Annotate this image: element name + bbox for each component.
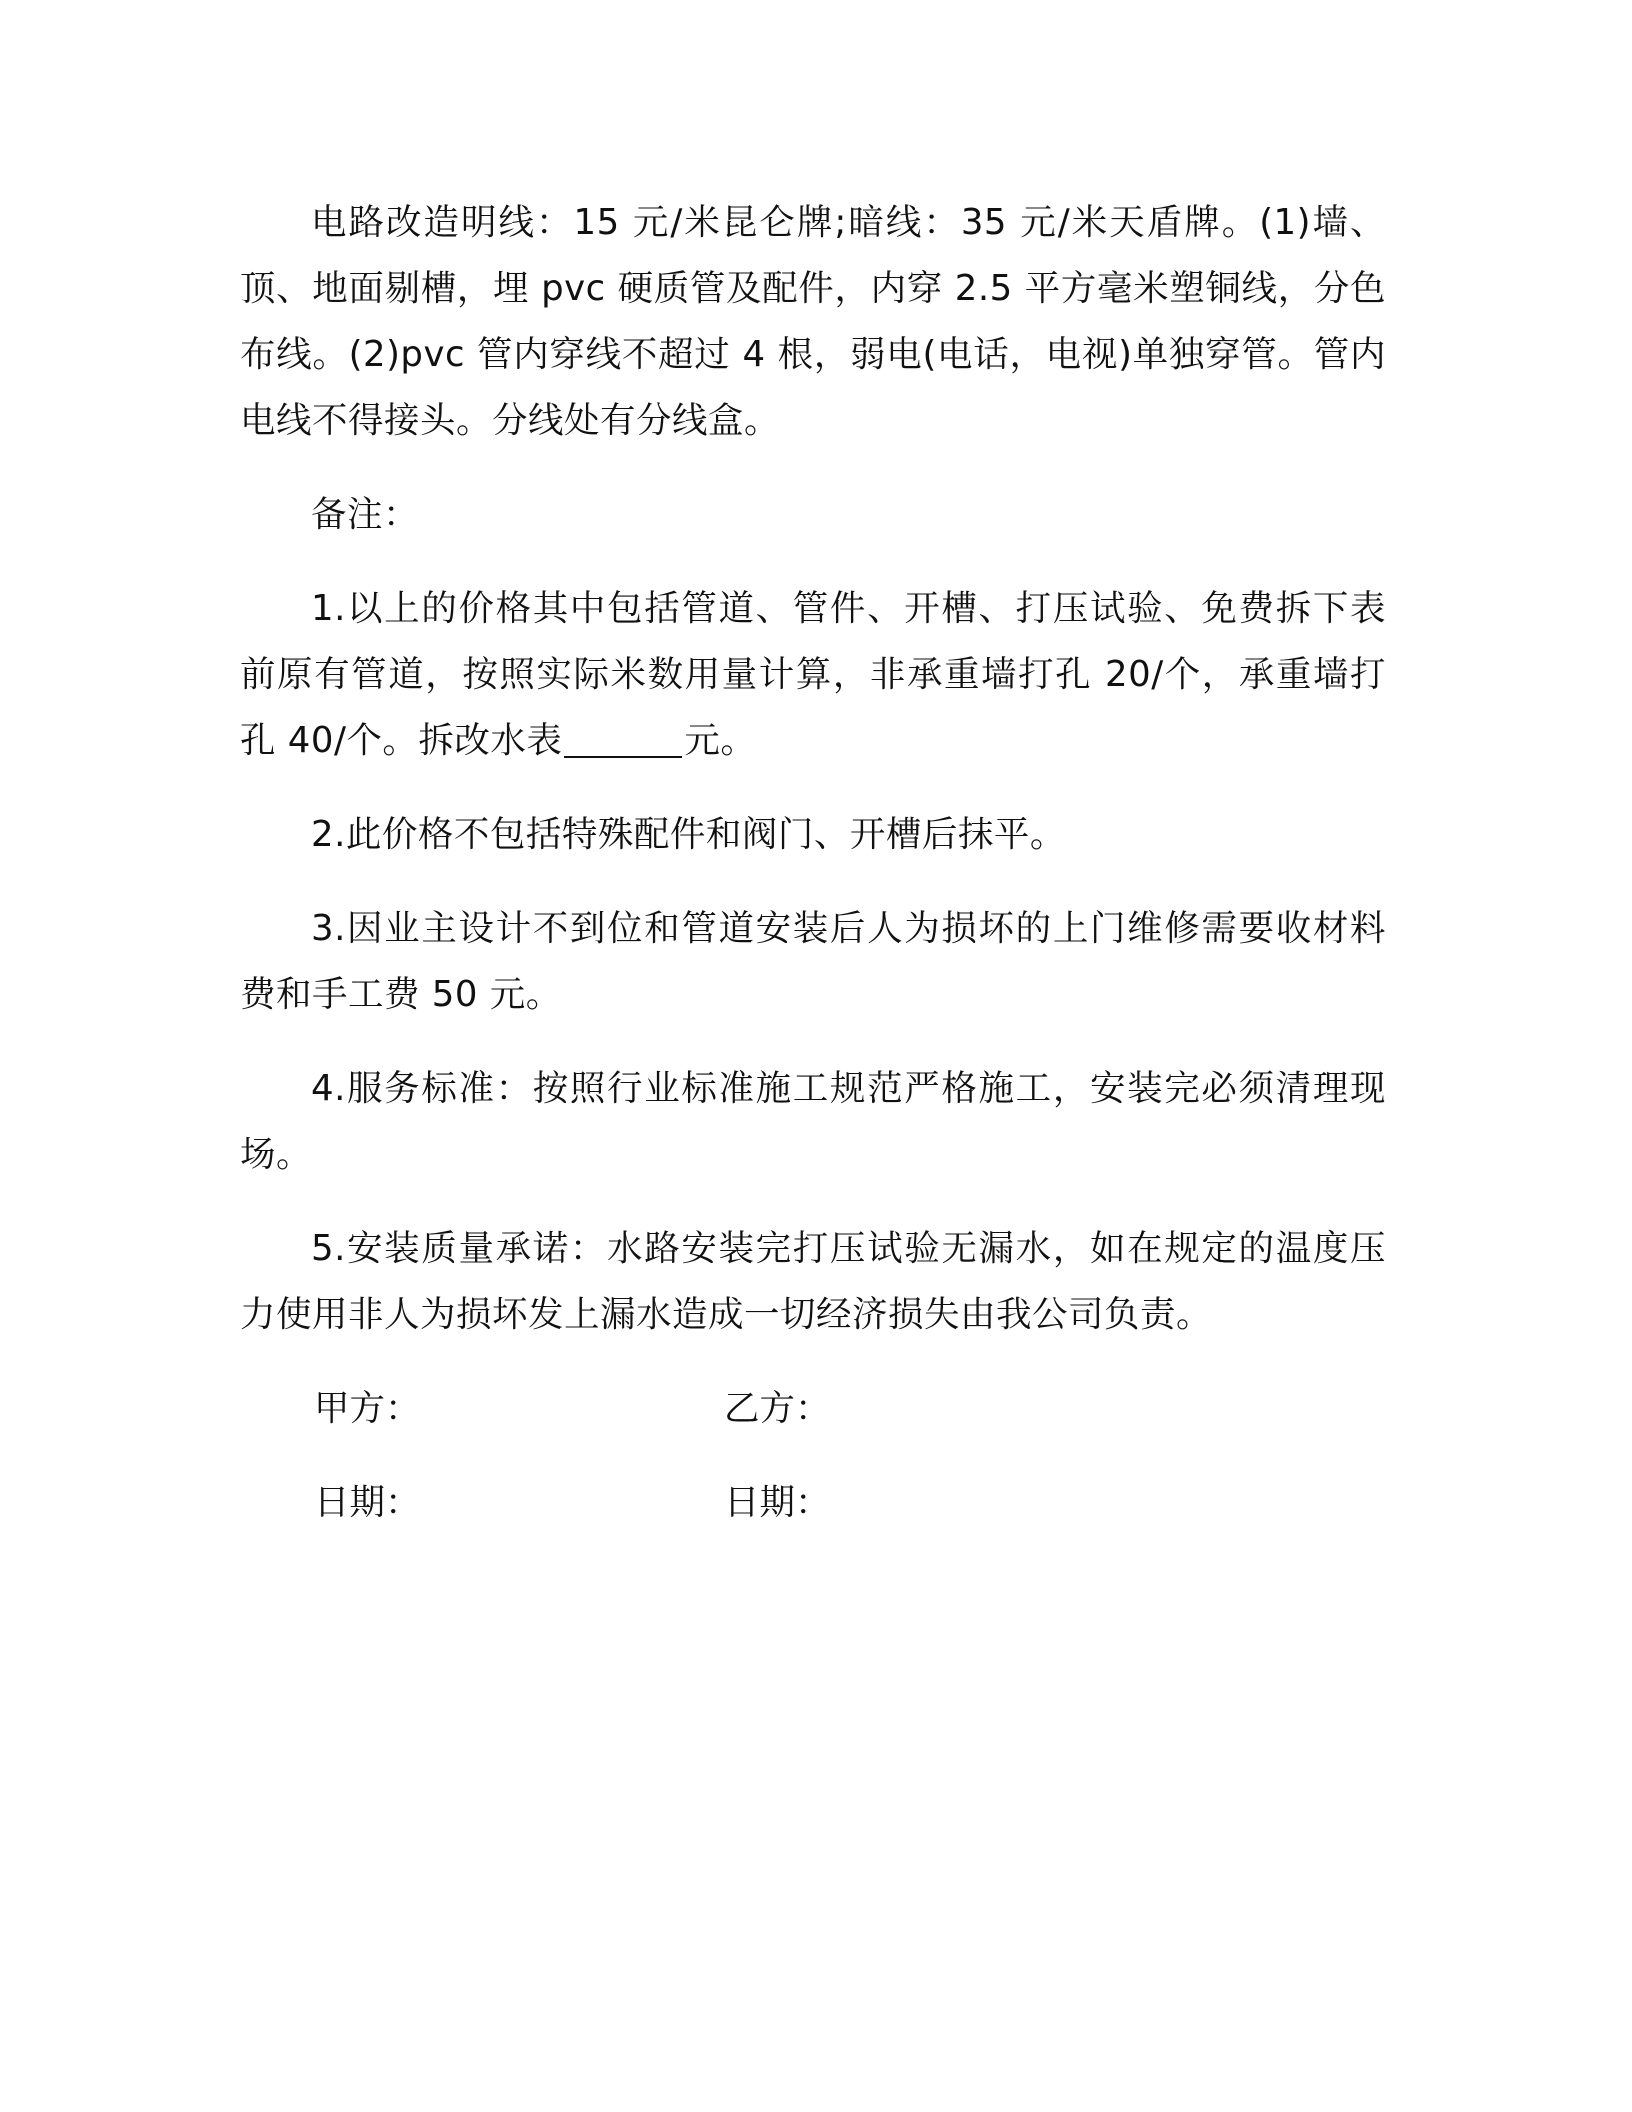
note-3: 3.因业主设计不到位和管道安装后人为损坏的上门维修需要收材料费和手工费 50 元。 xyxy=(240,908,1386,1015)
note-2: 2.此价格不包括特殊配件和阀门、开槽后抹平。 xyxy=(311,814,1066,855)
water-meter-price-blank xyxy=(564,721,682,759)
date-b-label: 日期： xyxy=(724,1482,831,1523)
note-4: 4.服务标准：按照行业标准施工规范严格施工，安装完必须清理现场。 xyxy=(240,1068,1386,1175)
signature-party-row xyxy=(240,1376,1386,1442)
party-a-label: 甲方： xyxy=(314,1388,421,1429)
circuit-renovation-paragraph: 电路改造明线：15 元/米昆仑牌;暗线：35 元/米天盾牌。(1)墙、顶、地面剔槽，埋 pvc 硬质管及配件，内穿 2.5 平方毫米塑铜线，分色布线。(2)pvc 管内穿线不超过 4 根，弱电(电话，电视)单独穿管。管内电线不得接头。分线处有分线盒。 xyxy=(240,202,1386,441)
remark-title: 备注： xyxy=(311,494,420,535)
note-1-text: 1.以上的价格其中包括管道、管件、开槽、打压试验、免费拆下表前原有管道，按照实际米数用量计算，非承重墙打孔 20/个，承重墙打孔 40/个。拆改水表 xyxy=(240,588,1386,761)
note-1-unit: 元。 xyxy=(684,720,757,761)
document-page xyxy=(240,190,1386,1564)
party-b-label: 乙方： xyxy=(724,1388,831,1429)
note-1 xyxy=(240,576,1386,774)
signature-date-row xyxy=(240,1470,1386,1536)
note-5: 5.安装质量承诺：水路安装完打压试验无漏水，如在规定的温度压力使用非人为损坏发上漏水造成一切经济损失由我公司负责。 xyxy=(240,1228,1386,1335)
date-a-label: 日期： xyxy=(314,1482,421,1523)
